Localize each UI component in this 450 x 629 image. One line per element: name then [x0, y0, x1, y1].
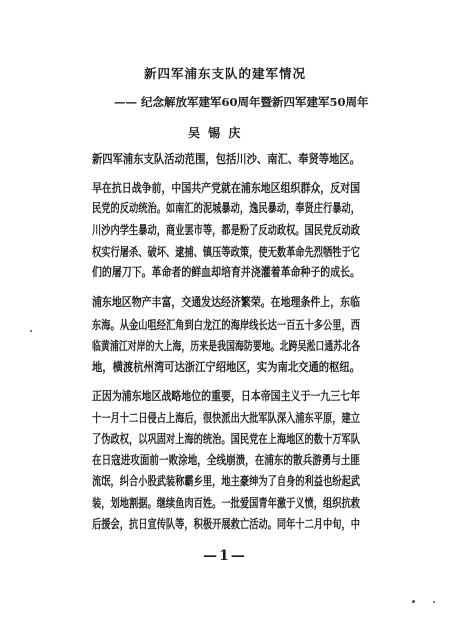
body-line: 十一月十二日侵占上海后，很快派出大批军队深入浦东平原，建立: [92, 411, 361, 425]
body-line: 东海。从金山咀经汇角到白龙江的海岸线长达一百五十多公里，西: [92, 318, 361, 332]
body-line: 民党的反动统治。如南汇的泥城暴动，逸民暴动，奉贤庄行暴动，: [92, 201, 361, 215]
body-line: 在日寇进攻面前一败涂地，全线崩溃，在浦东的散兵游勇与土匪: [92, 453, 361, 467]
body-line: 权实行屠杀、破坏、逮捕、镇压等政策，使无数革命先烈牺牲于它: [92, 245, 361, 259]
body-line: 们的屠刀下。革命者的鲜血却培育并浇灌着革命种子的成长。: [92, 265, 361, 279]
body-line: 后援会，抗日宣传队等，积极开展救亡活动。同年十二月中旬，中: [92, 517, 361, 531]
document-title: 新四军浦东支队的建军情况: [143, 66, 306, 81]
body-line: 了伪政权，以巩固对上海的统治。国民党在上海地区的数十万军队: [92, 432, 361, 446]
scan-speck: [433, 601, 435, 603]
scan-speck: [30, 330, 32, 332]
body-line: 流氓，纠合小股武装称霸乡里，地主豪绅为了自身的利益也纷起武: [92, 474, 361, 488]
author-name: 吴 锡 庆: [188, 126, 243, 140]
body-line: 早在抗日战争前，中国共产党就在浦东地区组织群众，反对国: [92, 181, 361, 195]
document-subtitle: —— 纪念解放军建军60周年暨新四军建军50周年: [114, 95, 369, 109]
body-line: 新四军浦东支队活动范围，包括川沙、南汇、奉贤等地区。: [92, 152, 361, 166]
body-line: 装，划地割据。继续鱼肉百姓。一批爱国青年激于义愤，组织抗救: [92, 496, 361, 510]
body-line: 临黄浦江对岸的大上海，历来是我国海防要地。北跨吴淞口通苏北各: [92, 339, 361, 353]
body-line: 正因为浦东地区战略地位的重要，日本帝国主义于一九三七年: [92, 389, 361, 403]
page-number: —1—: [203, 548, 247, 564]
body-line: 浦东地区物产丰富，交通发达经济繁荣。在地理条件上，东临: [92, 295, 361, 309]
scan-speck: [412, 600, 415, 603]
body-line: 川沙内学生暴动，商业罢市等，都是粉了反动政权。国民党反动政: [92, 223, 361, 237]
body-line: 地，横渡杭州湾可达浙江宁绍地区，实为南北交通的枢纽。: [92, 360, 361, 374]
